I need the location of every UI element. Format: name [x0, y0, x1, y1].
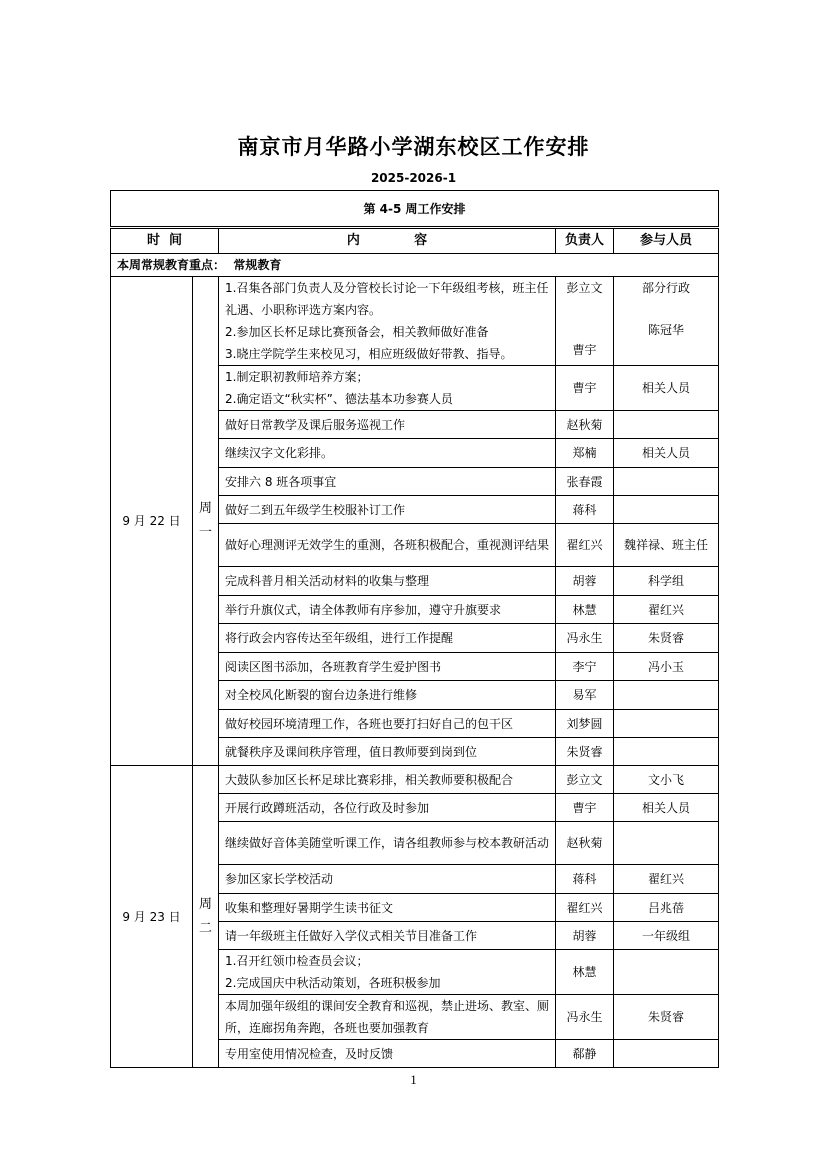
content-line: 2.完成国庆中秋活动策划，各班积极参加 — [225, 976, 441, 990]
participants-cell — [614, 567, 719, 596]
schedule-table — [110, 190, 719, 1068]
participant: 相关人员 — [642, 446, 691, 460]
content-cell — [219, 922, 556, 950]
owner: 翟红兴 — [566, 538, 603, 552]
page-number: 1 — [410, 1072, 417, 1087]
owner-cell — [556, 468, 614, 496]
participant: 翟红兴 — [648, 602, 685, 617]
content-line: 2.参加区长杯足球比赛预备会，相关教师做好准备 — [225, 325, 489, 339]
content-cell — [219, 366, 556, 411]
owner-cell — [556, 794, 614, 822]
content-line: 做好二到五年级学生校服补订工作 — [225, 502, 406, 517]
participant: 一年级组 — [642, 928, 691, 943]
week-title-row — [111, 191, 719, 228]
owner: 彭立文 — [566, 281, 603, 295]
owner-cell — [556, 865, 614, 894]
owner: 翟红兴 — [566, 900, 603, 915]
participants-cell — [614, 411, 719, 439]
document-title: 南京市月华路小学湖东校区工作安排 — [237, 135, 590, 159]
focus-row — [111, 254, 719, 277]
owner: 易军 — [572, 688, 597, 702]
content-line: 继续汉字文化彩排。 — [225, 446, 334, 460]
content-cell — [219, 995, 556, 1040]
content-cell — [219, 1040, 556, 1068]
content-cell — [219, 894, 556, 922]
participants-cell — [614, 922, 719, 950]
content-line: 1.召集各部门负责人及分管校长讨论一下年级组考核，班主任礼遇、小职称评选方案内容。 — [225, 281, 549, 317]
owner: 李宁 — [572, 659, 597, 674]
content-line: 安排六 8 班各项事宜 — [225, 474, 337, 489]
owner-cell — [556, 995, 614, 1040]
participant: 陈冠华 — [648, 323, 685, 337]
owner-cell — [556, 1040, 614, 1068]
header-content: 内 容 — [219, 228, 556, 254]
content-line: 完成科普月相关活动材料的收集与整理 — [225, 574, 430, 588]
content-cell — [219, 567, 556, 596]
content-cell — [219, 496, 556, 524]
participants-cell — [614, 995, 719, 1040]
participants-cell — [614, 366, 719, 411]
owner: 林慧 — [572, 602, 597, 617]
content-line: 请一年级班主任做好入学仪式相关节目准备工作 — [225, 928, 478, 943]
header-owner: 负责人 — [556, 228, 614, 254]
content-cell — [219, 411, 556, 439]
participants-cell — [614, 710, 719, 738]
owner: 冯永生 — [566, 631, 603, 645]
content-line: 开展行政蹲班活动，各位行政及时参加 — [225, 800, 430, 815]
term-label: 2025-2026-1 — [370, 171, 457, 185]
owner-cell — [556, 411, 614, 439]
content-cell — [219, 624, 556, 653]
owner: 郑楠 — [572, 446, 597, 460]
content-cell — [219, 710, 556, 738]
owner: 林慧 — [572, 965, 597, 979]
owner-cell — [556, 950, 614, 995]
content-cell — [219, 865, 556, 894]
participants-cell — [614, 468, 719, 496]
content-cell — [219, 738, 556, 766]
content-line: 做好校园环境清理工作，各班也要打扫好自己的包干区 — [225, 716, 514, 731]
participant: 冯小玉 — [648, 659, 685, 674]
week-title: 第 4-5 周工作安排 — [111, 191, 719, 228]
participant: 翟红兴 — [648, 872, 685, 886]
participants-cell — [614, 653, 719, 681]
owner: 曹宇 — [572, 800, 597, 815]
content-line: 1.召开红领巾检查员会议； — [225, 954, 369, 968]
content-line: 3.晓庄学院学生来校见习，相应班级做好带教、指导。 — [225, 347, 513, 361]
content-cell — [219, 468, 556, 496]
weekday-char: 周 — [198, 896, 212, 912]
content-cell — [219, 681, 556, 710]
content-line: 1.制定职初教师培养方案； — [225, 370, 369, 384]
content-line: 做好心理测评无效学生的重测，各班积极配合，重视测评结果 — [225, 538, 550, 552]
owner-cell — [556, 822, 614, 865]
participants-cell — [614, 1040, 719, 1068]
weekday-char: 二 — [198, 920, 212, 936]
owner: 赵秋菊 — [566, 417, 603, 432]
weekday-cell — [193, 766, 219, 1068]
table-row — [111, 277, 719, 366]
owner-cell — [556, 524, 614, 567]
owner: 胡蓉 — [572, 574, 597, 588]
participant: 朱贤睿 — [648, 1010, 685, 1024]
content-line: 阅读区图书添加，各班教育学生爱护图书 — [225, 659, 442, 674]
owner: 冯永生 — [566, 1010, 603, 1024]
owner: 张春霞 — [566, 474, 603, 489]
content-cell — [219, 794, 556, 822]
owner-cell — [556, 624, 614, 653]
weekday-cell — [193, 277, 219, 766]
participants-cell — [614, 681, 719, 710]
content-cell — [219, 653, 556, 681]
owner-cell — [556, 366, 614, 411]
participant: 部分行政 — [642, 281, 691, 295]
content-cell — [219, 596, 556, 624]
content-line: 就餐秩序及课间秩序管理，值日教师要到岗到位 — [225, 744, 478, 759]
participants-list — [620, 277, 712, 361]
owner: 赵秋菊 — [566, 836, 603, 850]
header-time: 时 间 — [111, 228, 219, 254]
participant: 相关人员 — [642, 381, 691, 395]
participants-cell — [614, 439, 719, 468]
owner-cell — [556, 596, 614, 624]
owner-cell — [556, 894, 614, 922]
date-cell — [111, 277, 193, 766]
owner: 郗静 — [572, 1046, 597, 1061]
header-row — [111, 228, 719, 254]
content-line: 做好日常教学及课后服务巡视工作 — [225, 417, 406, 432]
content-line: 专用室使用情况检查，及时反馈 — [225, 1046, 394, 1061]
date: 9 月 23 日 — [122, 909, 181, 924]
participant: 科学组 — [648, 574, 685, 588]
date: 9 月 22 日 — [122, 514, 181, 528]
content-cell — [219, 439, 556, 468]
owner-cell — [556, 710, 614, 738]
owner-cell — [556, 567, 614, 596]
participants-cell — [614, 738, 719, 766]
owner: 曹宇 — [572, 343, 597, 357]
owner-cell — [556, 277, 614, 366]
participant: 文小飞 — [648, 772, 685, 787]
content-line: 收集和整理好暑期学生读书征文 — [225, 900, 394, 915]
content-cell — [219, 766, 556, 794]
content-line: 本周加强年级组的课间安全教育和巡视，禁止进场、教室、厕所，连廊拐角奔跑，各班也要加强教育 — [225, 999, 550, 1035]
owner: 朱贤睿 — [566, 744, 603, 759]
owner-cell — [556, 681, 614, 710]
participant: 朱贤睿 — [648, 631, 685, 645]
content-line: 将行政会内容传达至年级组，进行工作提醒 — [225, 631, 454, 645]
weekday-char: 一 — [198, 525, 212, 540]
participants-cell — [614, 822, 719, 865]
owner-cell — [556, 922, 614, 950]
owner-cell — [556, 766, 614, 794]
participants-cell — [614, 596, 719, 624]
participants-cell — [614, 794, 719, 822]
participants-cell — [614, 766, 719, 794]
table-row — [111, 766, 719, 794]
content-line: 举行升旗仪式，请全体教师有序参加，遵守升旗要求 — [225, 602, 502, 617]
owner: 曹宇 — [572, 381, 597, 395]
owner: 彭立文 — [566, 772, 603, 787]
owner: 刘梦圆 — [566, 716, 603, 731]
header-participants: 参与人员 — [614, 228, 719, 254]
content-cell — [219, 822, 556, 865]
participant: 魏祥禄、班主任 — [624, 538, 709, 552]
date-cell — [111, 766, 193, 1068]
content-line: 2.确定语文“秋实杯”、德法基本功参赛人员 — [225, 392, 453, 406]
participants-cell — [614, 524, 719, 567]
owner-cell — [556, 653, 614, 681]
owner-list — [562, 277, 607, 361]
owner: 蒋科 — [572, 502, 597, 517]
owner-cell — [556, 496, 614, 524]
content-cell — [219, 277, 556, 366]
participants-cell — [614, 950, 719, 995]
content-line: 对全校风化断裂的窗台边条进行维修 — [225, 688, 418, 702]
weekday-char: 周 — [198, 501, 212, 516]
weekly-focus: 本周常规教育重点： 常规教育 — [111, 254, 719, 277]
owner-cell — [556, 439, 614, 468]
content-line: 参加区家长学校活动 — [225, 872, 334, 886]
owner: 蒋科 — [572, 872, 597, 886]
participant: 相关人员 — [642, 800, 691, 815]
participants-cell — [614, 865, 719, 894]
owner: 胡蓉 — [572, 928, 597, 943]
participants-cell — [614, 277, 719, 366]
participants-cell — [614, 624, 719, 653]
content-cell — [219, 524, 556, 567]
owner-cell — [556, 738, 614, 766]
content-line: 继续做好音体美随堂听课工作，请各组教师参与校本教研活动 — [225, 836, 550, 850]
participant: 吕兆蓓 — [648, 900, 685, 915]
participants-cell — [614, 894, 719, 922]
content-line: 大鼓队参加区长杯足球比赛彩排，相关教师要积极配合 — [225, 772, 514, 787]
content-cell — [219, 950, 556, 995]
participants-cell — [614, 496, 719, 524]
